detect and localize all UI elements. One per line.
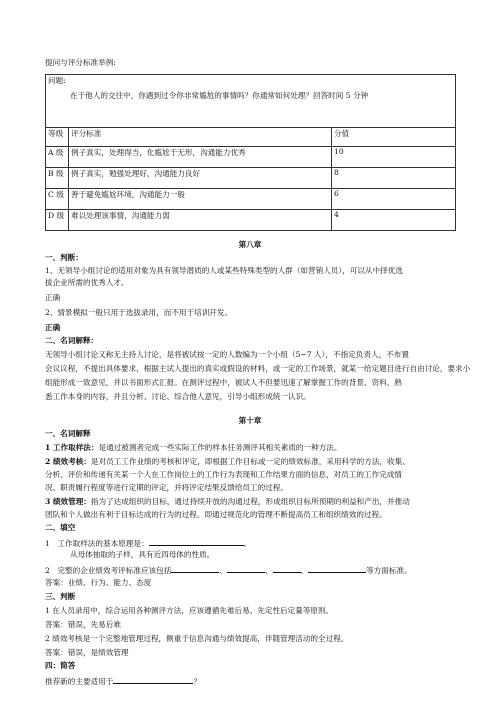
- ch8-section-terms: 二、名词解释：: [45, 336, 99, 345]
- header-criteria: 评分标准: [69, 128, 332, 147]
- separator: 、: [219, 566, 227, 575]
- fill-q2-answer: 答案：业绩、行为、能力、态度: [45, 578, 152, 587]
- judge-q2-answer: 答案：错误，是绩效管理: [45, 648, 129, 657]
- ch10-section-fill: 二、填空: [45, 523, 76, 532]
- header-score: 分值: [332, 128, 456, 147]
- judge-q1-answer: 答案：错误，先易后难: [45, 620, 121, 629]
- score-cell: 4: [332, 210, 456, 231]
- judge-q1: 1 在人员录用中，综合运用各种测评方法，应该遵循先难后易、先定性后定量等原则。: [45, 606, 334, 615]
- ch8-para-line3: 组能形成一致意见，并以书面形式汇报。在测评过程中，被试人不但要迅速了解掌握工作的背景、资料、熟: [45, 378, 402, 387]
- answer-blank[interactable]: [308, 564, 366, 573]
- score-cell: 10: [332, 147, 456, 168]
- fill-q2-text: 2 完整的企业绩效考评标准应该包括: [45, 566, 172, 575]
- ch8-a1: 正确: [45, 293, 61, 302]
- answer-blank[interactable]: [171, 564, 219, 573]
- def-term: 2 绩效考核：: [45, 457, 91, 466]
- ch10-section-judge: 三、判断: [45, 592, 76, 601]
- fill-q2: [45, 564, 412, 576]
- grade-cell: D 级: [46, 210, 69, 231]
- grade-cell: B 级: [46, 168, 69, 189]
- criteria-cell: 难以处理该事情，沟通能力弱: [69, 210, 332, 231]
- table-row: [46, 168, 456, 189]
- table-row: [46, 210, 456, 231]
- judge-q2: 2 绩效考核是一个完整地管理过程，侧重于信息沟通与绩效提高，伴随管理活动的全过程。: [45, 634, 349, 643]
- intro-text: 提问与评分标准举例:: [45, 58, 116, 67]
- answer-blank[interactable]: [113, 675, 193, 684]
- fill-q1-end: 。: [243, 539, 252, 548]
- def-performance-appraisal: [45, 457, 410, 467]
- chapter10-title: 第十章: [238, 416, 262, 425]
- def-term: 3 绩效管理：: [45, 497, 91, 506]
- short-q1-text: 推荐新的主要适用于: [45, 677, 114, 686]
- answer-blank[interactable]: [149, 537, 244, 546]
- def-text-line: 况、职责履行程度等进行定期的评定，并将评定结果反馈给员工的过程。: [45, 483, 288, 492]
- ch8-q1-line2: 拔企业所需的优秀人才。: [45, 278, 129, 287]
- criteria-cell: 例子真实，处理得当，化尴尬于无形，沟通能力优秀: [69, 147, 332, 168]
- criteria-cell: 善于避免尴尬环境，沟通能力一般: [69, 189, 332, 210]
- question-label: 问题:: [48, 76, 66, 85]
- ch8-q1-line1: 1、无领导小组讨论的适用对象为具有领导潜质的人或某些特殊类型的人群（如营销人员），可以从中择优选: [45, 266, 403, 275]
- ch8-para-line2: 会议议程，不提出具体要求，根据主试人提出的真实或假设的材料，或一定的工作场景，就某一给定题目进行自由讨论，要求小: [45, 364, 471, 373]
- def-work-sample: [45, 443, 342, 453]
- def-text: 是对员工工作业绩的考核和评定，即根据工作目标或一定的绩效标准，采用科学的方法，收集、: [90, 457, 410, 466]
- question-text: 在于他人的交往中，你遇到过令你非常尴尬的事情吗？你通常如何处理？回答时间 5 分钟: [70, 91, 369, 100]
- ch10-section-terms: 一、名词解释: [45, 429, 91, 438]
- score-cell: 6: [332, 189, 456, 210]
- ch8-section-judge: 一、判断：: [45, 253, 83, 262]
- fill-q1: [45, 537, 251, 549]
- ch8-q2: 2、情景模拟一般只用于选拔录用，而不用于培训开发。: [45, 308, 233, 317]
- fill-q2-end: 等方面标准。: [366, 566, 412, 575]
- ch8-a2: 正确: [45, 323, 61, 332]
- def-text-line: 团队和个人做出有利于目标达成的行为的过程。即通过规范化的管理不断提高员工和组织绩效的过程。: [45, 510, 387, 519]
- table-row: [46, 147, 456, 168]
- question-row: [46, 75, 456, 128]
- separator: 、: [300, 566, 309, 575]
- criteria-cell: 例子真实，勉强处理好，沟通能力良好: [69, 168, 332, 189]
- short-q1-end: ？: [193, 677, 201, 686]
- grade-cell: C 级: [46, 189, 69, 210]
- ch10-section-short: 四：简答: [45, 661, 76, 670]
- short-q1: [45, 675, 201, 687]
- ch8-para-line1: 无领导小组讨论又称无主持人讨论，是将被试按一定的人数编为一个小组（5~7 人），不指定负责人，不布置: [45, 350, 409, 359]
- grade-cell: A 级: [46, 147, 69, 168]
- answer-blank[interactable]: [227, 564, 265, 573]
- answer-blank[interactable]: [273, 564, 301, 573]
- fill-q1-text: 1 工作取样法的基本原理是：: [45, 539, 149, 548]
- fill-q1-answer: 从母体抽取的子样，具有近四母体的性质。: [70, 550, 215, 559]
- table-header-row: [46, 128, 456, 147]
- def-text: 是通过被测者完成一些实际工作的样本任务测评其相关素质的一种方法。: [98, 443, 342, 452]
- def-text-line: 分析、评价和传递有关某一个人在工作岗位上的工作行为表现和工作结果方面的信息，对员工的工作完成情: [45, 470, 402, 479]
- header-grade: 等级: [46, 128, 69, 147]
- def-text: 指为了达成组织的目标，通过持续开放的沟通过程，形成组织目标所预期的利益和产出，并推动: [90, 497, 410, 506]
- def-term: 1 工作取样法：: [45, 443, 99, 452]
- table-row: [46, 189, 456, 210]
- question-cell: [46, 75, 456, 128]
- chapter8-title: 第八章: [238, 240, 262, 249]
- scoring-table: [45, 74, 456, 231]
- separator: 、: [264, 566, 273, 575]
- ch8-para-line4: 悉工作本身的内容，并且分析、讨论、综合他人意见，引导小组形成统一认识。: [45, 392, 311, 401]
- def-performance-management: [45, 497, 410, 507]
- score-cell: 8: [332, 168, 456, 189]
